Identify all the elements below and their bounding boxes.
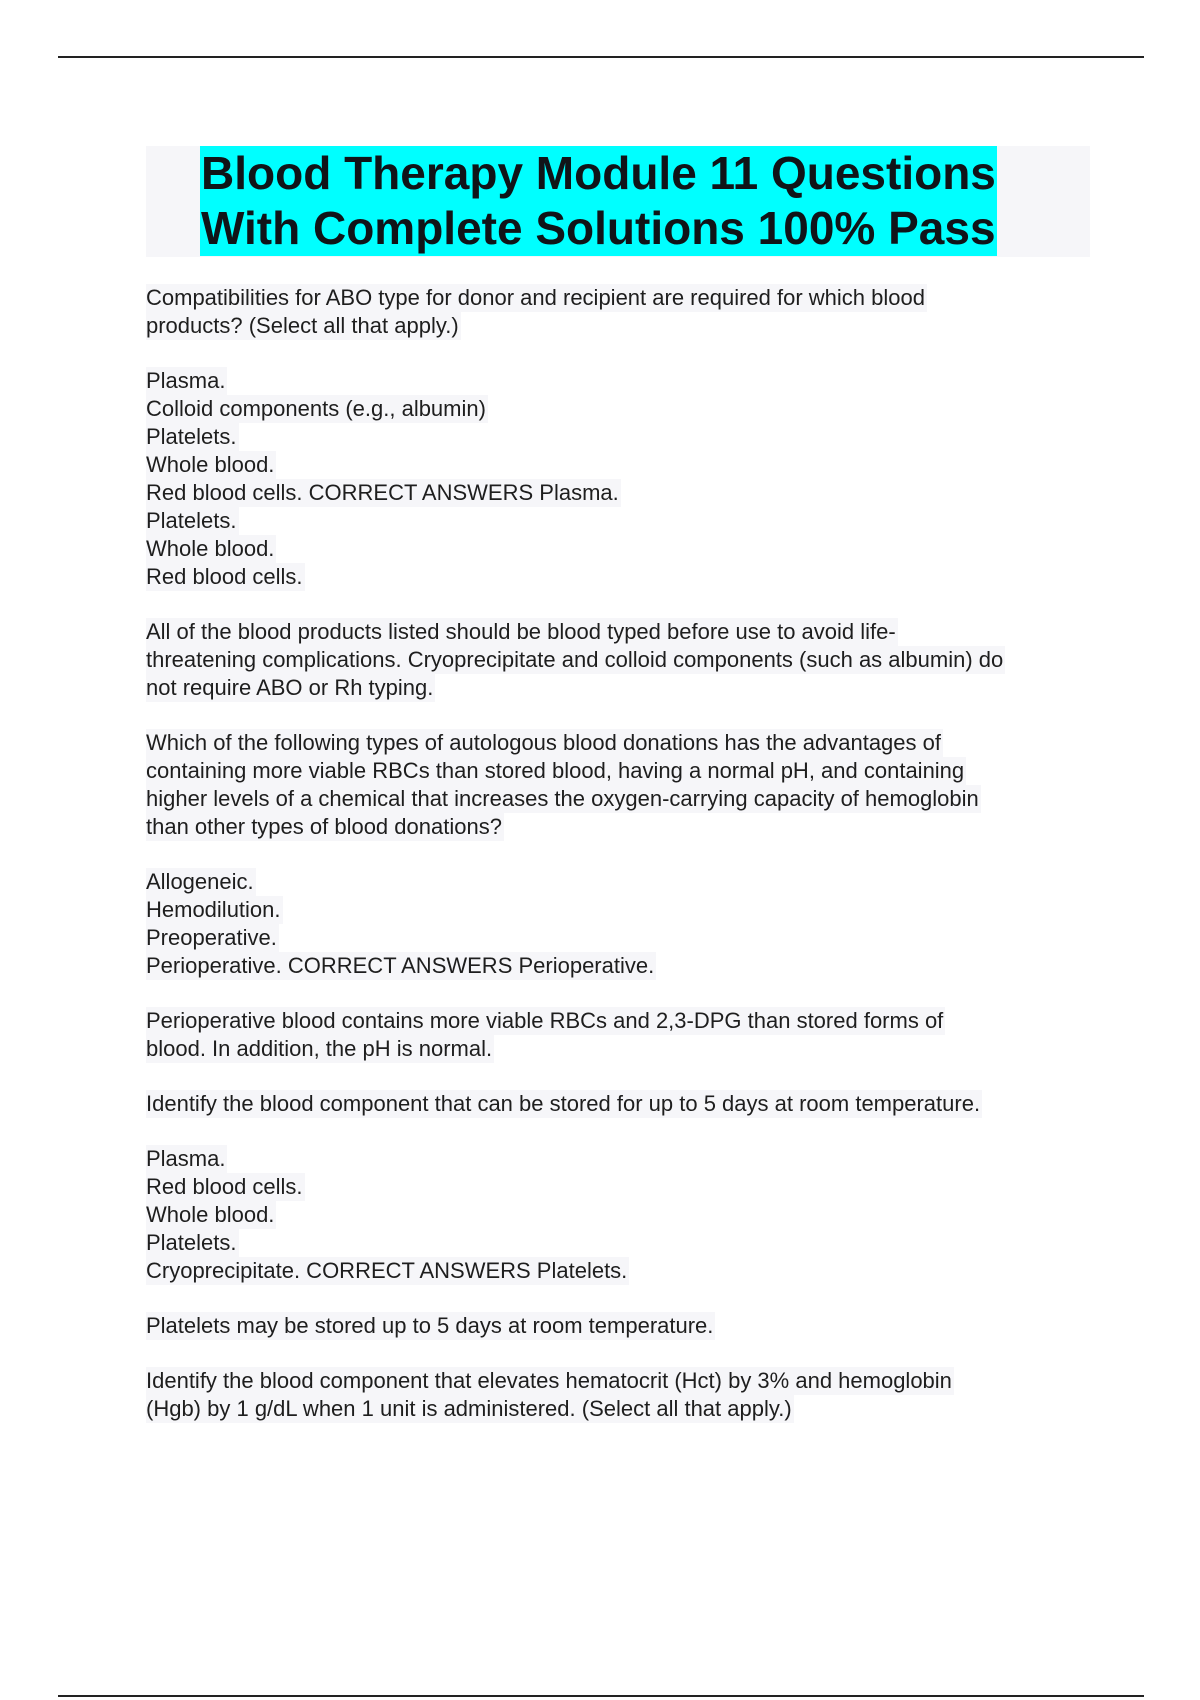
text-line: Hemodilution.	[146, 897, 281, 922]
text-line: Identify the blood component that can be stored for up to 5 days at room temperature.	[146, 1091, 981, 1116]
document-body	[146, 284, 1096, 1450]
text-line: (Hgb) by 1 g/dL when 1 unit is administered. (Select all that apply.)	[146, 1396, 792, 1421]
text-line: Platelets may be stored up to 5 days at room temperature.	[146, 1313, 714, 1338]
title-line: With Complete Solutions 100% Pass	[201, 202, 996, 254]
title-line: Blood Therapy Module 11 Questions	[201, 147, 996, 199]
text-line: blood. In addition, the pH is normal.	[146, 1036, 493, 1061]
text-line: Platelets.	[146, 1230, 237, 1255]
text-line: Platelets.	[146, 508, 237, 533]
text-line: Plasma.	[146, 1146, 226, 1171]
text-line: Perioperative blood contains more viable RBCs and 2,3-DPG than stored forms of	[146, 1008, 944, 1033]
text-line: Whole blood.	[146, 536, 275, 561]
explanation-3	[146, 1312, 1096, 1340]
text-line: containing more viable RBCs than stored blood, having a normal pH, and containing	[146, 758, 965, 783]
text-line: threatening complications. Cryoprecipitate and colloid components (such as albumin) do	[146, 647, 1004, 672]
text-line: Platelets.	[146, 424, 237, 449]
question-1	[146, 284, 1096, 340]
text-line: Compatibilities for ABO type for donor and recipient are required for which blood	[146, 285, 925, 310]
text-line: Whole blood.	[146, 1202, 275, 1227]
text-line: Identify the blood component that elevates hematocrit (Hct) by 3% and hemoglobin	[146, 1368, 952, 1393]
question-3	[146, 1090, 1096, 1118]
explanation-2	[146, 1007, 1096, 1063]
answer-options-3	[146, 1145, 1096, 1285]
question-2	[146, 729, 1096, 841]
text-line: not require ABO or Rh typing.	[146, 675, 434, 700]
text-line: Red blood cells.	[146, 564, 303, 589]
top-rule	[58, 56, 1144, 58]
answer-options-2	[146, 868, 1096, 980]
text-line: Red blood cells.	[146, 1174, 303, 1199]
text-line: Red blood cells. CORRECT ANSWERS Plasma.	[146, 480, 619, 505]
text-line: Perioperative. CORRECT ANSWERS Perioperative.	[146, 953, 655, 978]
text-line: All of the blood products listed should be blood typed before use to avoid life-	[146, 619, 896, 644]
text-line: Preoperative.	[146, 925, 277, 950]
text-line: products? (Select all that apply.)	[146, 313, 459, 338]
bottom-rule	[58, 1695, 1144, 1697]
text-line: Allogeneic.	[146, 869, 254, 894]
text-line: Which of the following types of autologous blood donations has the advantages of	[146, 730, 941, 755]
question-4	[146, 1367, 1096, 1423]
text-line: than other types of blood donations?	[146, 814, 502, 839]
text-line: Colloid components (e.g., albumin)	[146, 396, 486, 421]
explanation-1	[146, 618, 1096, 702]
document-title	[200, 146, 997, 256]
answer-options-1	[146, 367, 1096, 591]
text-line: higher levels of a chemical that increases the oxygen-carrying capacity of hemoglobin	[146, 786, 979, 811]
text-line: Cryoprecipitate. CORRECT ANSWERS Platelets.	[146, 1258, 628, 1283]
text-line: Plasma.	[146, 368, 226, 393]
text-line: Whole blood.	[146, 452, 275, 477]
